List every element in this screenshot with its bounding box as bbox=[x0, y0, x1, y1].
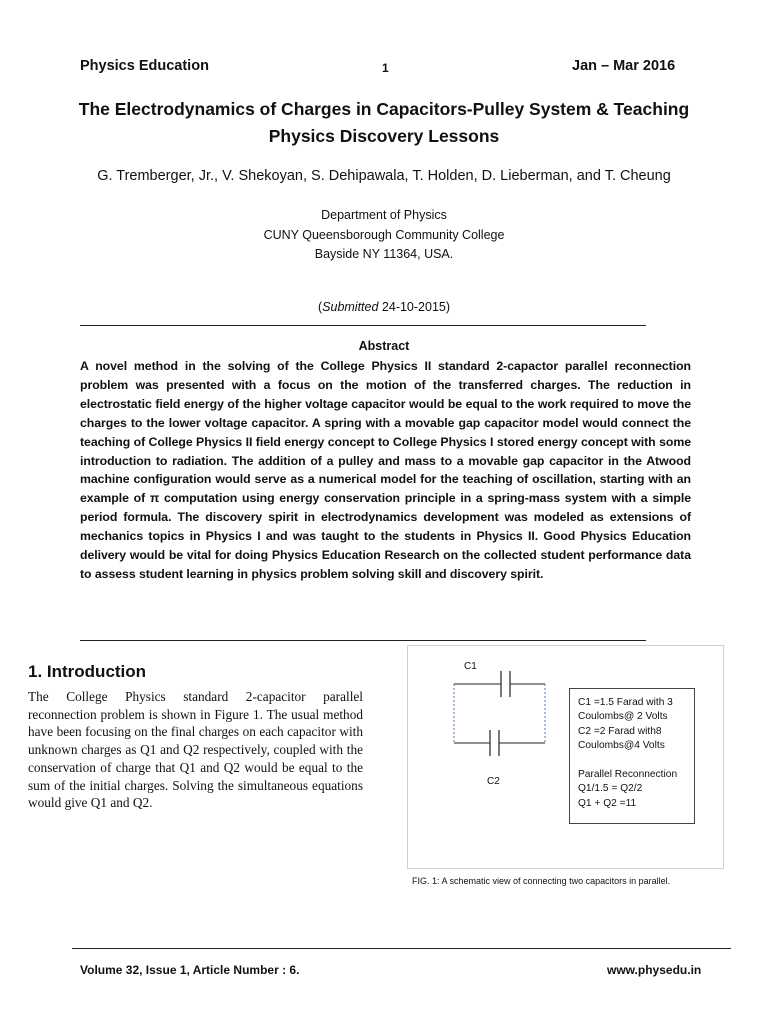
paper-title-line2: Physics Discovery Lessons bbox=[268, 126, 500, 146]
page-number: 1 bbox=[382, 61, 389, 75]
affiliation bbox=[160, 206, 608, 265]
divider-abstract bbox=[80, 640, 646, 641]
info-line bbox=[578, 754, 694, 768]
info-line: Coulombs@ 2 Volts bbox=[578, 711, 668, 723]
paper-title-line1: The Electrodynamics of Charges in Capacitors-Pulley System & Teaching bbox=[78, 99, 690, 119]
section-heading-introduction: 1. Introduction bbox=[28, 662, 147, 681]
affiliation-department: Department of Physics bbox=[321, 208, 447, 222]
label-c1: C1 bbox=[464, 661, 477, 672]
capacitor-info-box bbox=[569, 688, 695, 824]
footer-volume: Volume 32, Issue 1, Article Number : 6. bbox=[80, 963, 300, 977]
info-line: Q1/1.5 = Q2/2 bbox=[578, 783, 643, 795]
label-c2: C2 bbox=[487, 776, 500, 787]
affiliation-address: Bayside NY 11364, USA. bbox=[314, 247, 454, 261]
authors: G. Tremberger, Jr., V. Shekoyan, S. Dehipawala, T. Holden, D. Lieberman, and T. Cheung bbox=[97, 168, 671, 184]
submitted-label: Submitted bbox=[322, 300, 379, 314]
footer-website[interactable]: www.physedu.in bbox=[607, 963, 702, 977]
abstract-heading: Abstract bbox=[358, 339, 410, 353]
info-line: Q1 + Q2 =11 bbox=[578, 797, 637, 809]
introduction-text: The College Physics standard 2-capacitor parallel reconnection problem is shown in Figure 1. The usual method have been focusing on the final charges on each capacitor with unknown charges as Q1 and Q2 respectively, coupled with the conservation of charge that Q1 and Q2 would be equal to the sum of the initial charges. Solving the simultaneous equations would give Q1 and Q2. bbox=[28, 689, 363, 811]
info-line: C1 =1.5 Farad with 3 bbox=[578, 697, 673, 708]
issue-date: Jan – Mar 2016 bbox=[572, 58, 676, 74]
abstract-text: A novel method in the solving of the College Physics II standard 2-capactor parallel reconnection problem was presented with a focus on the motion of the transferred charges. The reduction in electrostatic field energy of the higher voltage capacitor would be equal to the work required to move the charges to the lower voltage capacitor. A spring with a movable gap capacitor model would connect the teaching of College Physics II field energy concept to College Physics I stored energy concept with some introduction to radiation. The addition of a pulley and mass to a movable gap capacitor in the Atwood machine configuration would serve as a numerical model for the teaching of oscillation, starting with an example of π computation using energy conservation principle in a spring-mass system with a simple period formula. The discovery spirit in electrodynamics development was modeled as extensions of mechanics topics in Physics I and was taught to the students in Physics II. Good Physics Education delivery would be vital for doing Physics Education Research on the collected student performance data to assess student learning in physics problem solving skill and discovery spirit. bbox=[80, 359, 691, 581]
info-line: C2 =2 Farad with8 bbox=[578, 725, 662, 737]
info-line: Coulombs@4 Volts bbox=[578, 740, 665, 752]
paper-title bbox=[60, 96, 708, 150]
affiliation-college: CUNY Queensborough Community College bbox=[263, 227, 505, 242]
submission-date: (Submitted 24-10-2015) bbox=[317, 300, 451, 314]
divider-top bbox=[80, 325, 646, 326]
figure-caption: FIG. 1: A schematic view of connecting two capacitors in parallel. bbox=[412, 876, 671, 886]
divider-footer bbox=[72, 948, 731, 949]
journal-name: Physics Education bbox=[80, 58, 209, 74]
info-line: Parallel Reconnection bbox=[578, 769, 678, 781]
